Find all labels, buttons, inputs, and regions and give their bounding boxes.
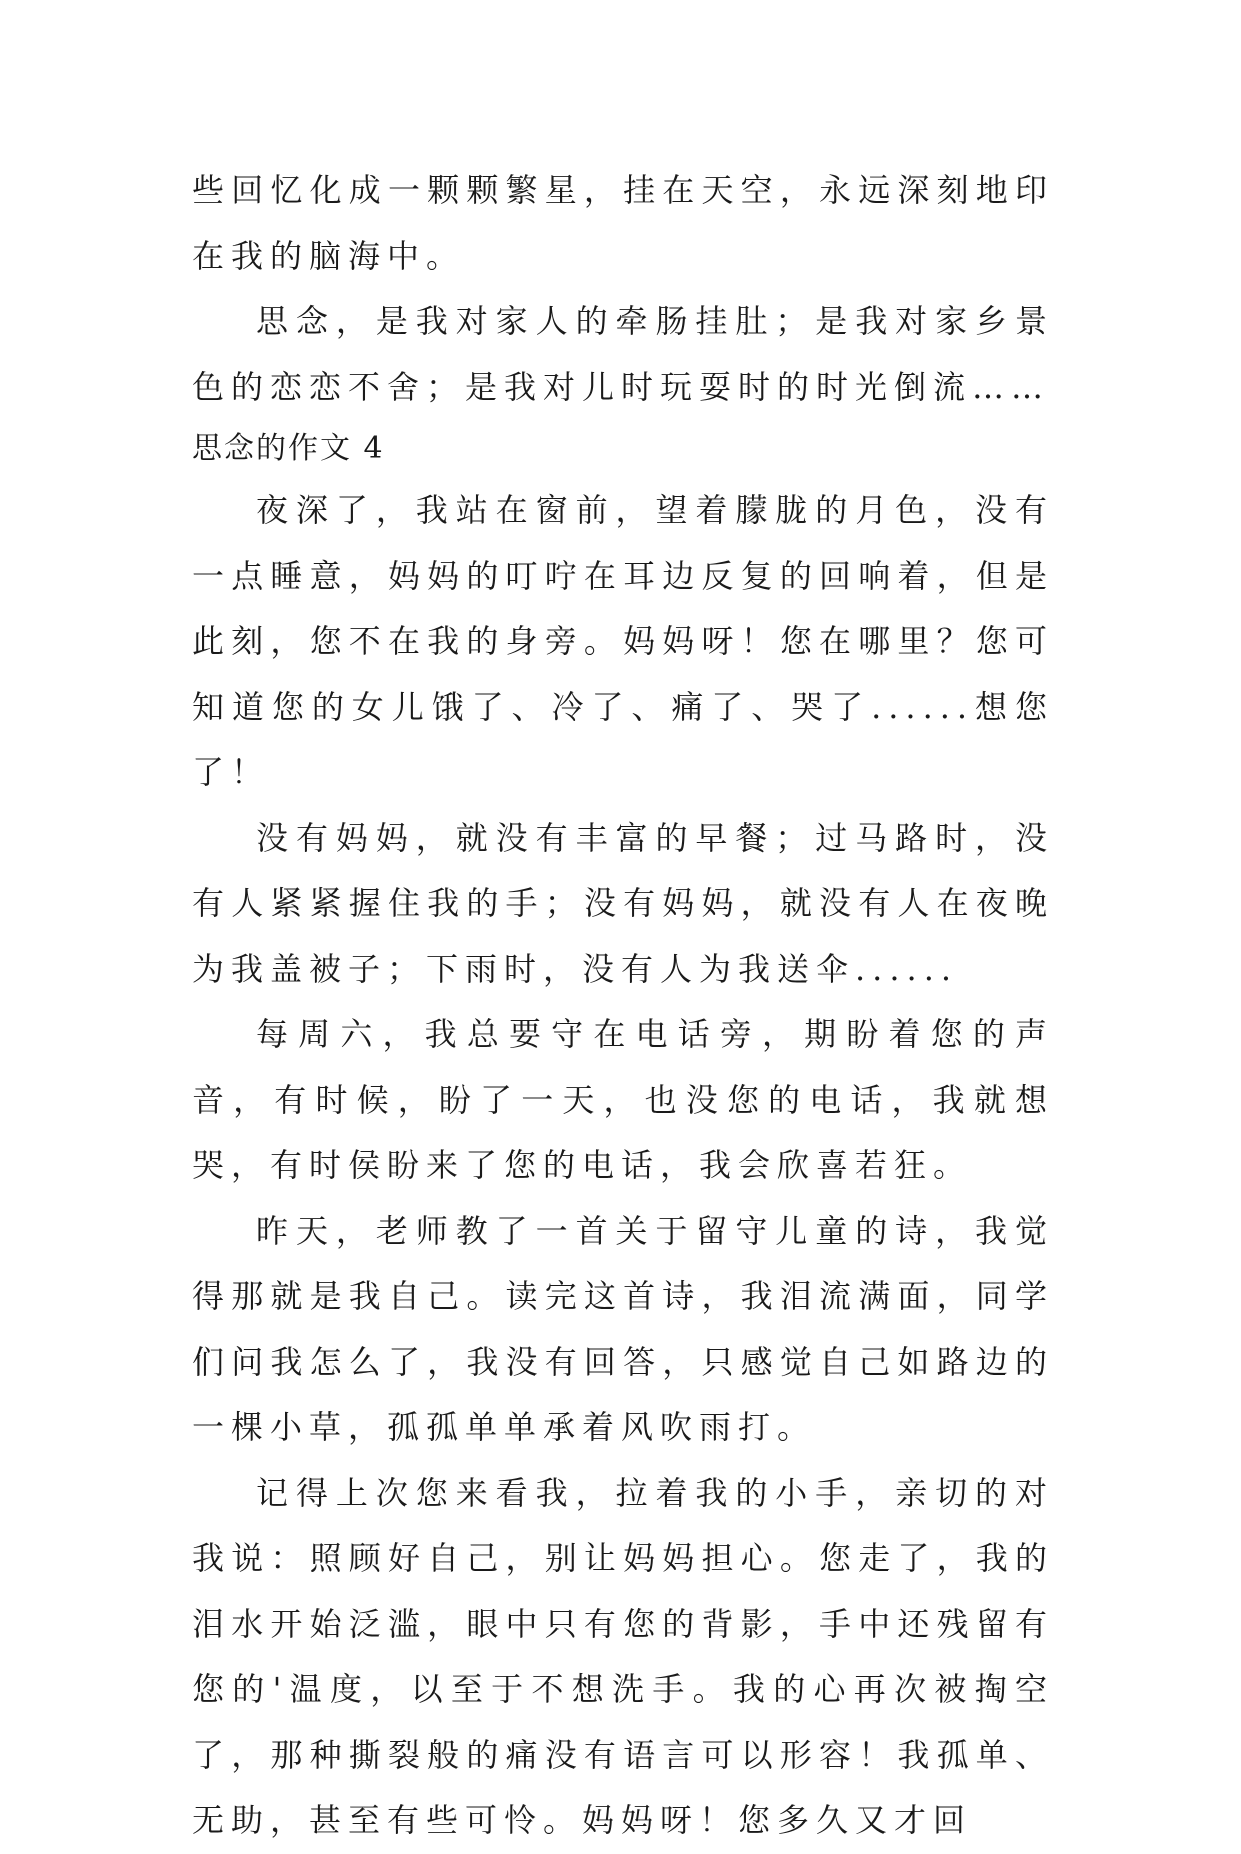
paragraph-missing-family: 思念，是我对家人的牵肠挂肚；是我对家乡景色的恋恋不舍；是我对儿时玩耍时的时光倒流…… [192,302,1054,406]
document-page [192,158,1054,1854]
paragraph-poem: 昨天，老师教了一首关于留守儿童的诗，我觉得那就是我自己。读完这首诗，我泪流满面，同学们问我怎么了，我没有回答，只感觉自己如路边的一棵小草，孤孤单单承着风吹雨打。 [192,1211,1054,1446]
paragraph-continued: 些回忆化成一颗颗繁星，挂在天空，永远深刻地印在我的脑海中。 [192,171,1054,275]
paragraph-phone-call: 每周六，我总要守在电话旁，期盼着您的声音，有时候，盼了一天，也没您的电话，我就想哭，有时侯盼来了您的电话，我会欣喜若狂。 [192,1015,1054,1184]
paragraph-night: 夜深了，我站在窗前，望着朦胧的月色，没有一点睡意，妈妈的叮咛在耳边反复的回响着，但是此刻，您不在我的身旁。妈妈呀！您在哪里？您可知道您的女儿饿了、冷了、痛了、哭了......想您了！ [192,491,1054,791]
essay-title: 思念的作文 4 [192,431,385,466]
paragraph-last-visit: 记得上次您来看我，拉着我的小手，亲切的对我说：照顾好自己，别让妈妈担心。您走了，我的泪水开始泛滥，眼中只有您的背影，手中还残留有您的'温度，以至于不想洗手。我的心再次被掏空了，那种撕裂般的痛没有语言可以形容！我孤单、无助，甚至有些可怜。妈妈呀！您多久又才回 [192,1473,1054,1839]
paragraph-no-mother: 没有妈妈，就没有丰富的早餐；过马路时，没有人紧紧握住我的手；没有妈妈，就没有人在夜晚为我盖被子；下雨时，没有人为我送伞...... [192,818,1054,988]
